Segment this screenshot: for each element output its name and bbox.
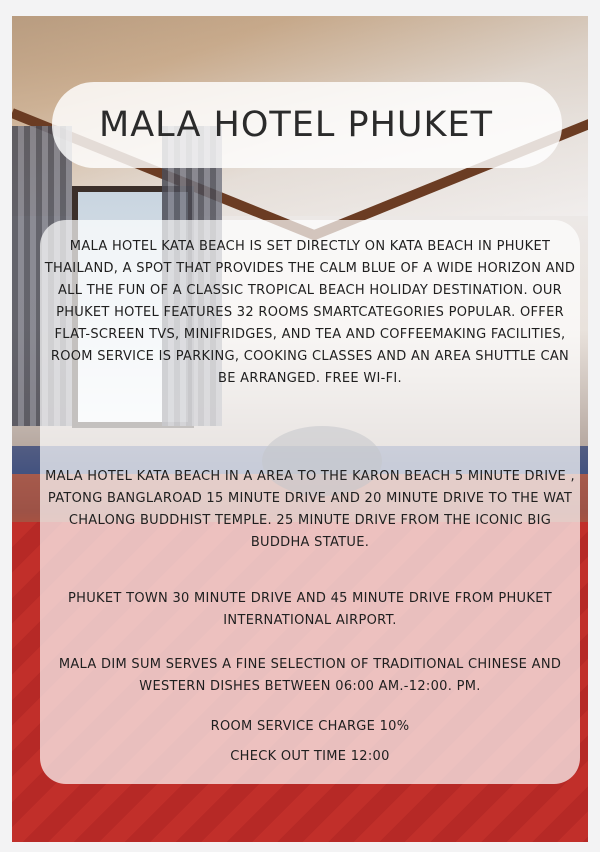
room-service-line: ROOM SERVICE CHARGE 10% [210,719,410,734]
page-title: MALA HOTEL PHUKET [99,105,493,145]
location-paragraph: MALA HOTEL KATA BEACH IN A AREA TO THE KARON BEACH 5 MINUTE DRIVE , PATONG BANGLAROAD 15 MINUTE DRIVE AND 20 MINUTE DRIVE TO THE WAT CHALONG BUDDHIST TEMPLE. 25 MINUTE DRIVE FROM THE ICONIC BIG BUDDHA STATUE. [45,469,575,550]
dining-paragraph: MALA DIM SUM SERVES A FINE SELECTION OF TRADITIONAL CHINESE AND WESTERN DISHES BETWEEN 06:00 AM.-12:00. PM. [58,657,562,694]
checkout-line: CHECK OUT TIME 12:00 [230,749,390,764]
description-paragraph: MALA HOTEL KATA BEACH IS SET DIRECTLY ON KATA BEACH IN PHUKET THAILAND, A SPOT THAT PROVIDES THE CALM BLUE OF A WIDE HORIZON AND ALL THE FUN OF A CLASSIC TROPICAL BEACH HOLIDAY DESTINATION. OUR PHUKET HOTEL FEATURES 32 ROOMS SMARTCATEGORIES POPULAR. OFFER FLAT-SCREEN TVS, MINIFRIDGES, AND TEA AND COFFEEMAKING FACILITIES, ROOM SERVICE IS PARKING, COOKING CLASSES AND AN AREA SHUTTLE CAN BE ARRANGED. FREE WI-FI. [44,239,576,386]
title-banner [52,82,562,168]
description-panel [40,220,580,784]
airport-paragraph: PHUKET TOWN 30 MINUTE DRIVE AND 45 MINUTE DRIVE FROM PHUKET INTERNATIONAL AIRPORT. [68,591,552,628]
